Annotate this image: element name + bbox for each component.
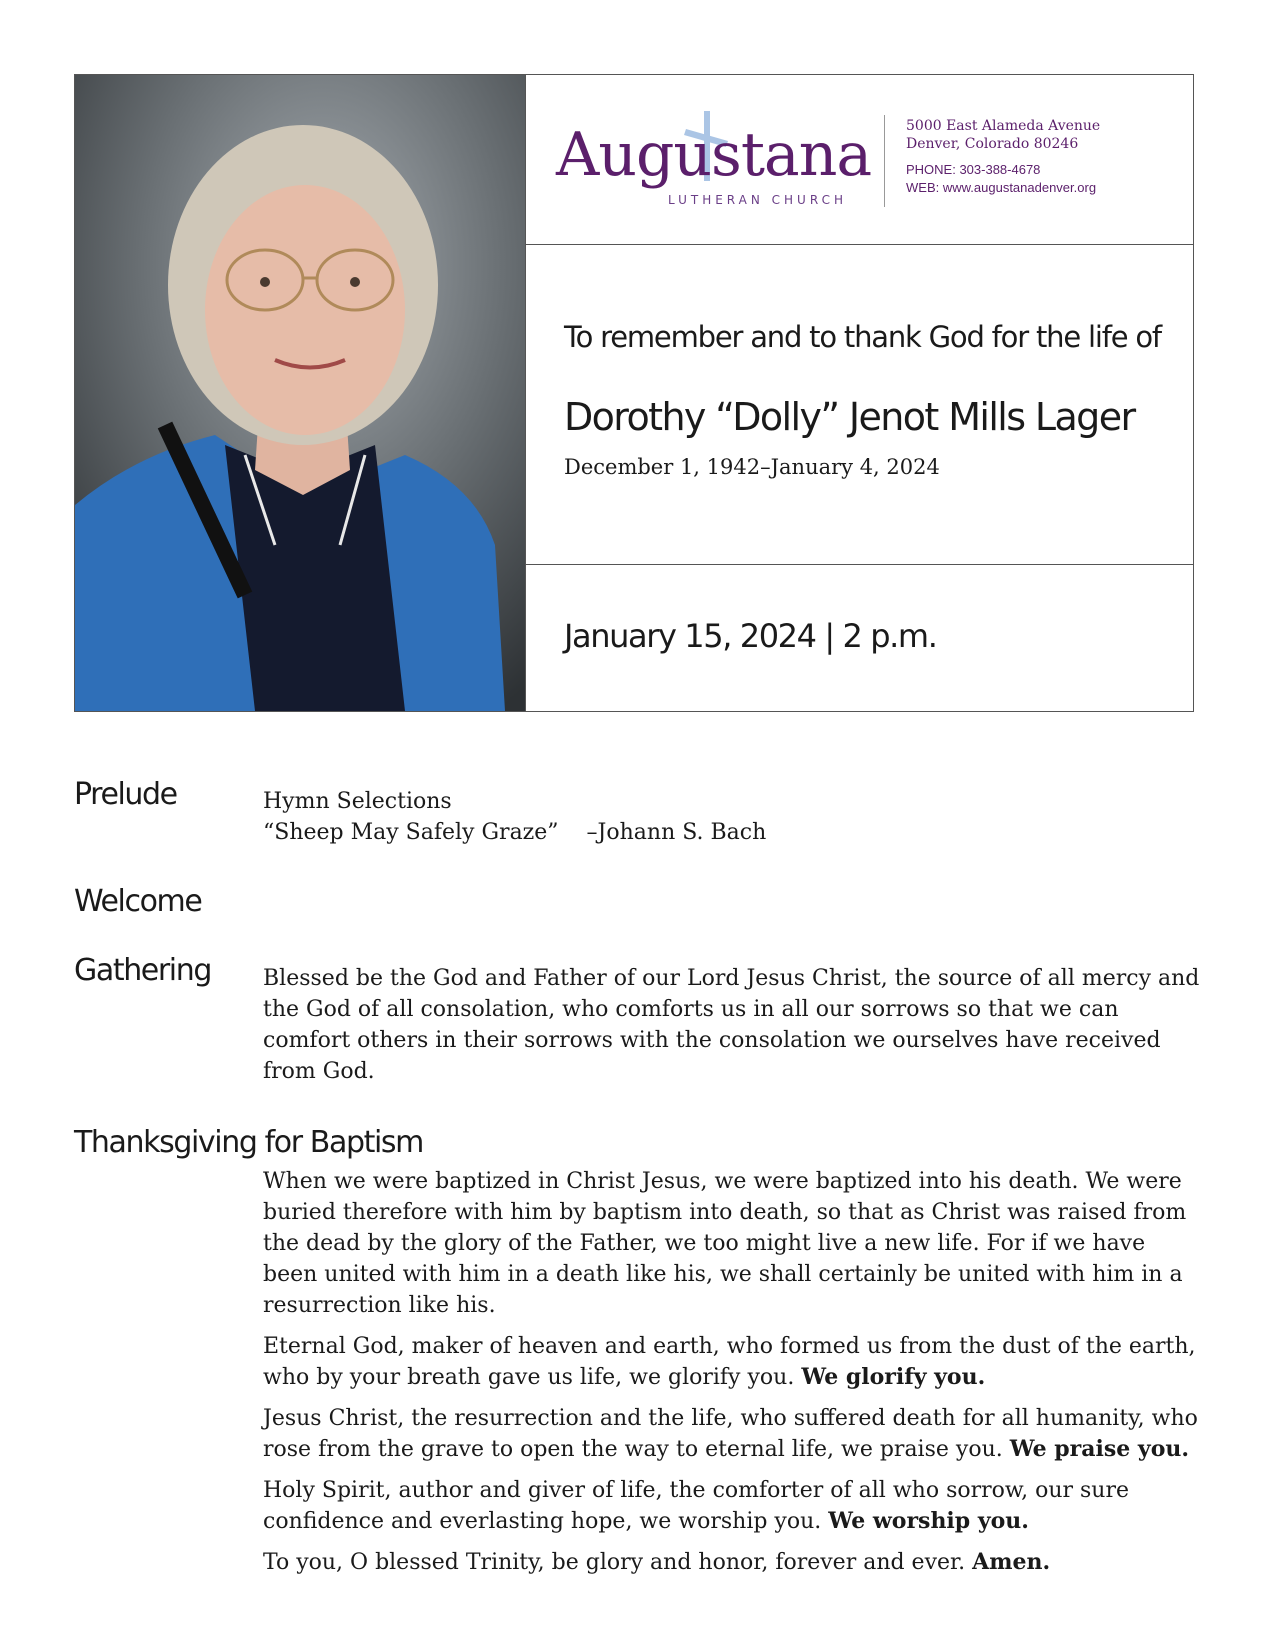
- church-name: Augustana: [556, 120, 872, 190]
- church-header: [526, 75, 1193, 245]
- memorial-info: [526, 245, 1193, 565]
- baptism-p2-response: We glorify you.: [801, 1364, 986, 1390]
- baptism-p5-response: Amen.: [972, 1549, 1051, 1575]
- prelude-content: [263, 786, 1203, 848]
- section-title-baptism: Thanksgiving for Baptism: [74, 1125, 423, 1160]
- church-phone: PHONE: 303-388-4678: [906, 162, 1041, 177]
- logo-divider: [884, 115, 885, 207]
- church-logo: [556, 120, 872, 207]
- life-dates: December 1, 1942–January 4, 2024: [564, 455, 940, 479]
- church-web: WEB: www.augustanadenver.org: [906, 180, 1097, 195]
- baptism-paragraph-2: [263, 1331, 1203, 1393]
- memorial-intro: To remember and to thank God for the life of: [564, 320, 1161, 354]
- info-panel: [525, 75, 1193, 711]
- service-info: [526, 565, 1193, 711]
- portrait-illustration: [75, 75, 525, 711]
- address-line-2: Denver, Colorado 80246: [906, 136, 1079, 152]
- baptism-content: [263, 1166, 1203, 1588]
- prelude-composer: –Johann S. Bach: [586, 820, 767, 845]
- baptism-p5-text: To you, O blessed Trinity, be glory and honor, forever and ever.: [263, 1550, 966, 1575]
- baptism-paragraph-3: [263, 1403, 1203, 1465]
- baptism-p3-response: We praise you.: [1009, 1436, 1190, 1462]
- gathering-text: Blessed be the God and Father of our Lord Jesus Christ, the source of all mercy and the God of all consolation, who comforts us in all our sorrows so that we can comfort others in their sorrows with the consolation we ourselves have received from God.: [263, 966, 1200, 1084]
- church-address: [906, 117, 1100, 153]
- deceased-name: Dorothy “Dolly” Jenot Mills Lager: [564, 395, 1135, 439]
- baptism-p3-text: Jesus Christ, the resurrection and the life, who suffered death for all humanity, who rose from the grave to open the way to eternal life, we praise you.: [263, 1406, 1198, 1462]
- portrait-photo: [75, 75, 525, 711]
- baptism-p4-response: We worship you.: [828, 1508, 1029, 1534]
- section-title-prelude: Prelude: [74, 777, 177, 812]
- baptism-paragraph-1: When we were baptized in Christ Jesus, we were baptized into his death. We were buried therefore with him by baptism into death, so that as Christ was raised from the dead by the glory of the Father, we too might live a new life. For if we have been united with him in a death like his, we shall certainly be united with him in a resurrection like his.: [263, 1169, 1187, 1318]
- gathering-content: [263, 963, 1203, 1097]
- baptism-paragraph-5: [263, 1547, 1203, 1578]
- baptism-paragraph-4: [263, 1475, 1203, 1537]
- baptism-p4-text: Holy Spirit, author and giver of life, the comforter of all who sorrow, our sure confidence and everlasting hope, we worship you.: [263, 1478, 1130, 1534]
- church-subtitle: LUTHERAN CHURCH: [668, 193, 847, 207]
- prelude-piece: “Sheep May Safely Graze”: [263, 820, 559, 845]
- church-contact: [906, 117, 1100, 197]
- address-line-1: 5000 East Alameda Avenue: [906, 118, 1101, 134]
- service-datetime: January 15, 2024 | 2 p.m.: [564, 617, 937, 655]
- baptism-p2-text: Eternal God, maker of heaven and earth, who formed us from the dust of the earth, who by your breath gave us life, we glorify you.: [263, 1334, 1196, 1390]
- prelude-hymn-selections: Hymn Selections: [263, 789, 452, 814]
- header-block: [74, 74, 1194, 712]
- section-title-welcome: Welcome: [74, 884, 202, 919]
- section-title-gathering: Gathering: [74, 953, 211, 988]
- prelude-piece-line: [263, 817, 1203, 848]
